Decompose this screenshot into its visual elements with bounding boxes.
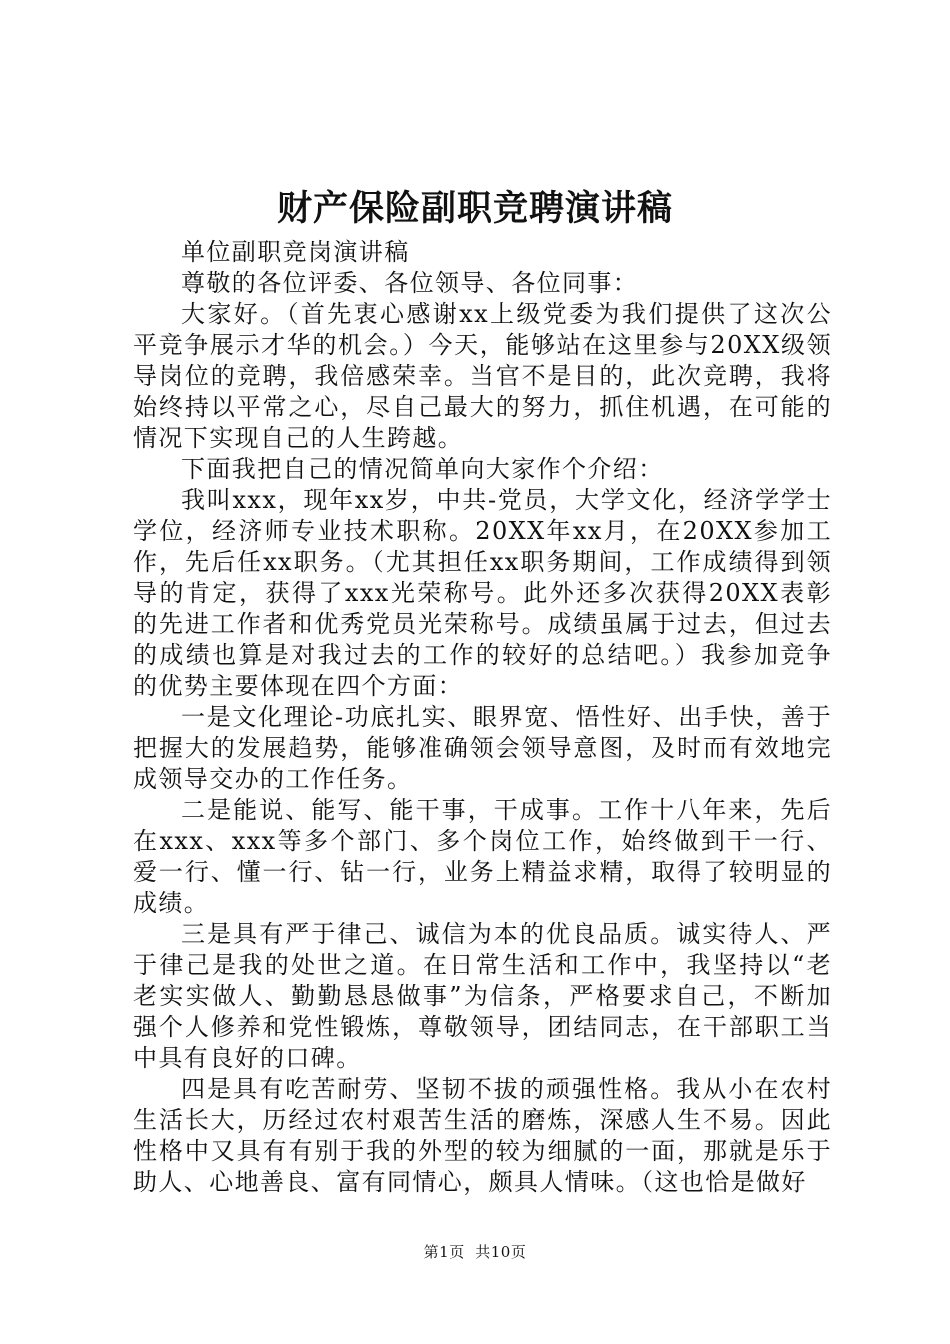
paragraph-intro-lead: 下面我把自己的情况简单向大家作个介绍：	[181, 455, 664, 483]
document-title: 财产保险副职竞聘演讲稿	[276, 188, 673, 229]
paragraph-advantage-2: 二是能说、能写、能干事，干成事。工作十八年来，先后在xxx、xxx等多个部门、多个岗位工作，始终做到干一行、爱一行、懂一行、钻一行，业务上精益求精，取得了较明显的成绩。	[133, 796, 832, 917]
page-number-footer: 第1页 共10页	[423, 1243, 527, 1261]
paragraph-advantage-1: 一是文化理论-功底扎实、眼界宽、悟性好、出手快，善于把握大的发展趋势，能够准确领会领导意图，及时而有效地完成领导交办的工作任务。	[133, 703, 832, 793]
paragraph-self-intro: 我叫xxx，现年xx岁，中共-党员，大学文化，经济学学士学位，经济师专业技术职称。20XX年xx月，在20XX参加工作，先后任xx职务。（尤其担任xx职务期间，工作成绩得到领导的肯定，获得了xxx光荣称号。此外还多次获得20XX表彰的先进工作者和优秀党员光荣称号。成绩虽属于过去，但过去的成绩也算是对我过去的工作的较好的总结吧。）我参加竞争的优势主要体现在四个方面：	[133, 486, 832, 700]
paragraph-subtitle: 单位副职竞岗演讲稿	[181, 238, 410, 266]
paragraph-salutation: 尊敬的各位评委、各位领导、各位同事：	[181, 269, 639, 297]
paragraph-advantage-4: 四是具有吃苦耐劳、坚韧不拔的顽强性格。我从小在农村生活长大，历经过农村艰苦生活的磨炼，深感人生不易。因此性格中又具有有别于我的外型的较为细腻的一面，那就是乐于助人、心地善良、富有同情心，颇具人情味。（这也恰是做好	[133, 1075, 832, 1196]
paragraph-advantage-3: 三是具有严于律己、诚信为本的优良品质。诚实待人、严于律己是我的处世之道。在日常生活和工作中，我坚持以“老老实实做人、勤勤恳恳做事”为信条，严格要求自己，不断加强个人修养和党性锻炼，尊敬领导，团结同志，在干部职工当中具有良好的口碑。	[133, 920, 832, 1072]
paragraph-greeting: 大家好。（首先衷心感谢xx上级党委为我们提供了这次公平竞争展示才华的机会。）今天，能够站在这里参与20XX级领导岗位的竞聘，我倍感荣幸。当官不是目的，此次竞聘，我将始终持以平常之心，尽自己最大的努力，抓住机遇，在可能的情况下实现自己的人生跨越。	[133, 300, 832, 452]
document-body	[133, 237, 832, 1198]
